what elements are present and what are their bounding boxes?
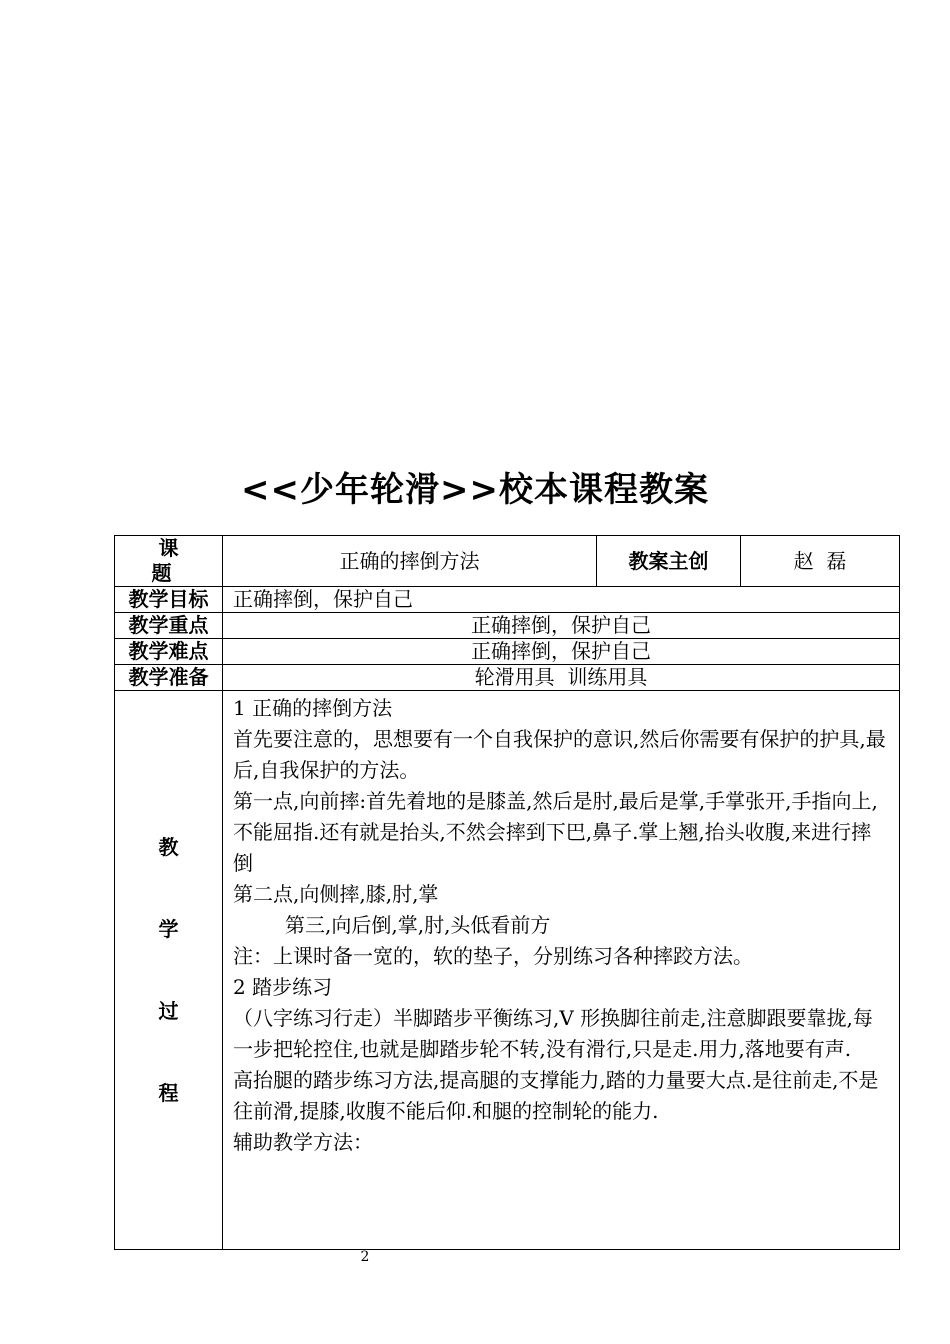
author-label: 教案主创 — [597, 536, 741, 587]
paragraph: 首先要注意的，思想要有一个自我保护的意识,然后你需要有保护的护具,最后,自我保护的方法。 — [233, 727, 886, 782]
section-heading: 1 正确的摔倒方法 — [233, 696, 393, 720]
process-label-char: 程 — [158, 1081, 179, 1105]
paragraph: 第一点,向前摔:首先着地的是膝盖,然后是肘,最后是掌,手掌张开,手指向上,不能屈指.还有就是抬头,不然会摔到下巴,鼻子.掌上翘,抬头收腹,来进行摔倒 — [233, 789, 878, 875]
process-label — [115, 691, 223, 1250]
section-heading: 2 踏步练习 — [233, 975, 333, 999]
preparation-label: 教学准备 — [115, 665, 223, 691]
difficulty-row — [115, 639, 900, 665]
process-label-char: 学 — [158, 917, 179, 941]
preparation-row — [115, 665, 900, 691]
paragraph: 高抬腿的踏步练习方法,提高腿的支撑能力,踏的力量要大点.是往前走,不是往前滑,提膝,收腹不能后仰.和腿的控制轮的能力. — [233, 1068, 879, 1123]
key-point-value: 正确摔倒，保护自己 — [223, 613, 900, 639]
process-label-char: 教 — [158, 835, 179, 859]
document-title: <<少年轮滑>>校本课程教案 — [241, 470, 709, 510]
topic-label: 课 题 — [115, 536, 223, 587]
paragraph: 辅助教学方法： — [233, 1130, 373, 1154]
key-point-row — [115, 613, 900, 639]
difficulty-label: 教学难点 — [115, 639, 223, 665]
note-paragraph: 注：上课时备一宽的，软的垫子，分别练习各种摔跤方法。 — [233, 944, 753, 968]
process-label-char: 过 — [158, 999, 179, 1023]
author-value: 赵 磊 — [741, 536, 900, 587]
goal-value: 正确摔倒，保护自己 — [223, 587, 900, 613]
process-content — [223, 691, 900, 1250]
process-row — [115, 691, 900, 1250]
paragraph: 第二点,向侧摔,膝,肘,掌 — [233, 882, 439, 906]
key-point-label: 教学重点 — [115, 613, 223, 639]
lesson-plan-table — [114, 535, 900, 1250]
goal-label: 教学目标 — [115, 587, 223, 613]
paragraph: （八字练习行走）半脚踏步平衡练习,V 形换脚往前走,注意脚跟要靠拢,每一步把轮控住,也就是脚踏步轮不转,没有滑行,只是走.用力,落地要有声. — [233, 1006, 873, 1061]
topic-row — [115, 536, 900, 587]
difficulty-value: 正确摔倒，保护自己 — [223, 639, 900, 665]
goal-row — [115, 587, 900, 613]
page-number: 2 — [360, 1249, 370, 1265]
paragraph: 第三,向后倒,掌,肘,头低看前方 — [285, 913, 551, 937]
topic-value: 正确的摔倒方法 — [223, 536, 597, 587]
preparation-value: 轮滑用具 训练用具 — [223, 665, 900, 691]
